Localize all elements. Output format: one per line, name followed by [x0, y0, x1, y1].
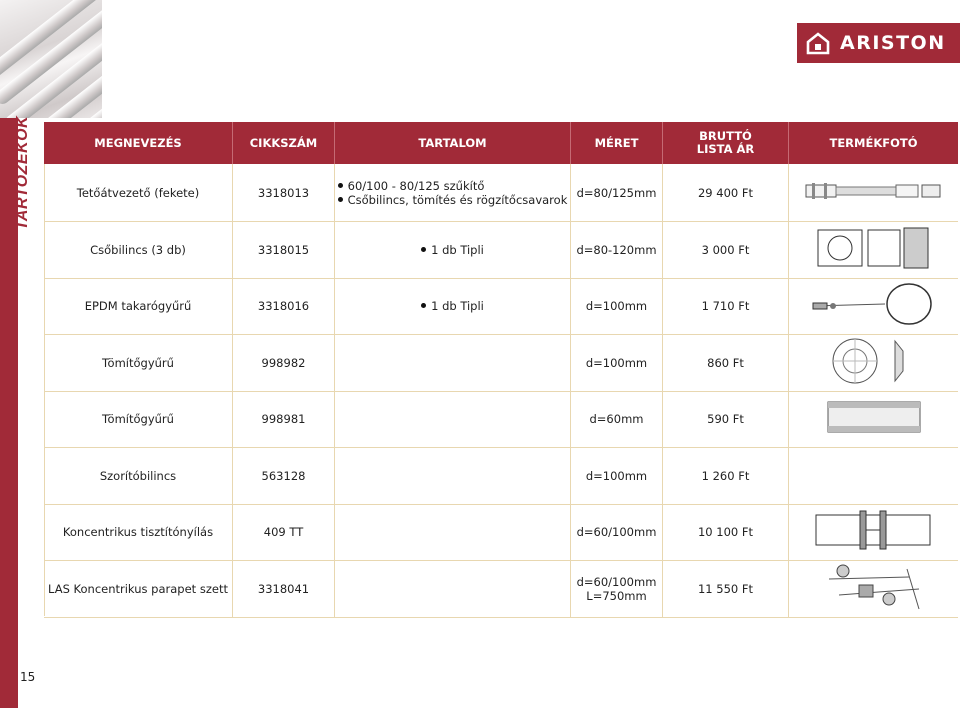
- cell-name: Szorítóbilincs: [44, 447, 233, 504]
- ariston-logo: [797, 23, 960, 63]
- cell-price: 1 710 Ft: [663, 277, 789, 334]
- cell-content: [335, 277, 571, 334]
- cell-size: [571, 221, 663, 278]
- table-row: [44, 277, 958, 335]
- cell-photo: [789, 164, 958, 221]
- bullet-icon: [421, 247, 426, 252]
- header-code: CIKKSZÁM: [233, 122, 335, 164]
- cell-photo: [789, 390, 958, 447]
- bullet-icon: [338, 183, 343, 188]
- table-row: [44, 164, 958, 222]
- table-header: [44, 122, 958, 164]
- content-bullet-line: 1 db Tipli: [421, 299, 484, 313]
- cell-size: [571, 334, 663, 391]
- brand-name: ARISTON: [840, 32, 946, 54]
- content-bullet-line: 60/100 - 80/125 szűkítő: [338, 179, 568, 193]
- size-value: d=60/100mm: [576, 574, 657, 589]
- cell-size: [571, 560, 663, 617]
- cell-photo: [789, 503, 958, 560]
- section-title: TARTOZÉKOK: [14, 115, 32, 231]
- header-size: MÉRET: [571, 122, 663, 164]
- cell-name: LAS Koncentrikus parapet szett: [44, 560, 233, 617]
- cell-price: 1 260 Ft: [663, 447, 789, 504]
- cell-size: [571, 503, 663, 560]
- cell-size: [571, 164, 663, 221]
- cell-size: [571, 277, 663, 334]
- cell-code: 3318016: [233, 277, 335, 334]
- size-value: d=60mm: [589, 411, 644, 426]
- cell-content: [335, 334, 571, 391]
- cell-content: [335, 447, 571, 504]
- header-name: MEGNEVEZÉS: [44, 122, 233, 164]
- cell-price: 11 550 Ft: [663, 560, 789, 617]
- size-value: d=100mm: [585, 355, 648, 370]
- header-content: TARTALOM: [335, 122, 571, 164]
- cell-price: 10 100 Ft: [663, 503, 789, 560]
- cell-name: Tömítőgyűrű: [44, 390, 233, 447]
- cell-price: 860 Ft: [663, 334, 789, 391]
- header-photo: TERMÉKFOTÓ: [829, 135, 918, 150]
- table-row: [44, 334, 958, 392]
- pipe-clamp-icon: [814, 224, 934, 275]
- cell-name: Tetőátvezető (fekete): [44, 164, 233, 221]
- size-value: d=80/125mm: [576, 185, 657, 200]
- header-price-line2: LISTA ÁR: [696, 142, 755, 156]
- cell-content: [335, 221, 571, 278]
- cell-code: 998982: [233, 334, 335, 391]
- cell-content: [335, 164, 571, 221]
- size-value: d=80-120mm: [576, 242, 657, 257]
- size-length: L=750mm: [586, 588, 647, 603]
- header-price: [663, 122, 789, 164]
- cell-name: EPDM takarógyűrű: [44, 277, 233, 334]
- cell-code: 3318015: [233, 221, 335, 278]
- page-number: 15: [20, 670, 36, 684]
- cell-code: 998981: [233, 390, 335, 447]
- cell-photo: [789, 334, 958, 391]
- table-row: [44, 447, 958, 505]
- cell-size: [571, 390, 663, 447]
- sealing-ring-icon: [829, 336, 919, 389]
- size-value: d=60/100mm: [576, 524, 657, 539]
- cell-content: [335, 503, 571, 560]
- cell-code: 3318041: [233, 560, 335, 617]
- bullet-icon: [421, 303, 426, 308]
- header-photo-pipes: [0, 0, 102, 118]
- cell-price: 590 Ft: [663, 390, 789, 447]
- house-icon: [805, 30, 831, 56]
- sealing-sleeve-icon: [824, 398, 924, 439]
- cell-code: 563128: [233, 447, 335, 504]
- cell-photo: [789, 277, 958, 334]
- cell-name: Tömítőgyűrű: [44, 334, 233, 391]
- cell-size: [571, 447, 663, 504]
- table-row: [44, 503, 958, 561]
- cover-ring-icon: [809, 280, 939, 331]
- table-row: [44, 221, 958, 279]
- cell-price: 29 400 Ft: [663, 164, 789, 221]
- cell-name: Csőbilincs (3 db): [44, 221, 233, 278]
- cell-photo: [789, 221, 958, 278]
- cell-photo: [789, 560, 958, 617]
- size-value: d=100mm: [585, 468, 648, 483]
- content-bullet-line: 1 db Tipli: [421, 243, 484, 257]
- cell-code: 409 TT: [233, 503, 335, 560]
- cell-code: 3318013: [233, 164, 335, 221]
- table-row: [44, 560, 958, 618]
- size-value: d=100mm: [585, 298, 648, 313]
- cell-content: [335, 560, 571, 617]
- header-price-line1: BRUTTÓ: [699, 129, 752, 143]
- roof-passthrough-pipe-icon: [804, 179, 944, 206]
- cell-name: Koncentrikus tisztítónyílás: [44, 503, 233, 560]
- parapet-kit-icon: [819, 559, 929, 618]
- content-bullet-line: Csőbilincs, tömítés és rögzítőcsavarok: [338, 193, 568, 207]
- cell-photo: [789, 447, 958, 504]
- table-row: [44, 390, 958, 448]
- bullet-icon: [338, 197, 343, 202]
- cell-content: [335, 390, 571, 447]
- inspection-pipe-icon: [814, 509, 934, 554]
- cell-price: 3 000 Ft: [663, 221, 789, 278]
